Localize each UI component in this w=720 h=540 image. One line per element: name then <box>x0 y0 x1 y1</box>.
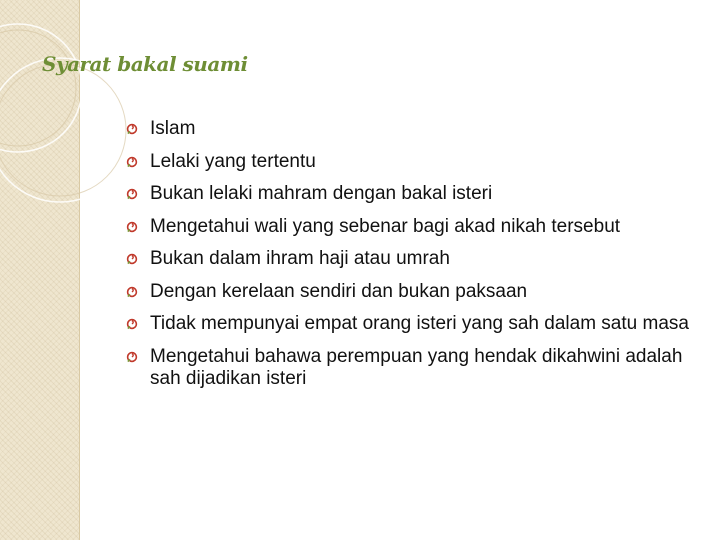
list-item <box>126 183 706 206</box>
swirl-bullet-icon <box>126 156 138 168</box>
list-item-text: Bukan lelaki mahram dengan bakal isteri <box>150 183 493 204</box>
slide-title: Syarat bakal suami <box>42 52 248 76</box>
list-item-text: Mengetahui bahawa perempuan yang hendak dikahwini adalah sah dijadikan isteri <box>150 345 683 389</box>
decorative-side-panel <box>0 0 80 540</box>
list-item-text: Mengetahui wali yang sebenar bagi akad nikah tersebut <box>150 215 621 237</box>
list-item <box>126 313 706 336</box>
list-item-text: Lelaki yang tertentu <box>150 150 316 172</box>
swirl-bullet-icon <box>126 318 138 330</box>
swirl-bullet-icon <box>126 351 138 363</box>
list-item-text: Tidak mempunyai empat orang isteri yang sah dalam satu masa <box>150 313 689 334</box>
list-item <box>126 281 706 304</box>
list-item <box>126 248 706 271</box>
swirl-bullet-icon <box>126 221 138 233</box>
list-item <box>126 216 706 239</box>
list-item <box>126 118 706 141</box>
list-item-text: Islam <box>150 118 196 139</box>
swirl-bullet-icon <box>126 123 138 135</box>
swirl-bullet-icon <box>126 253 138 265</box>
list-item-text: Bukan dalam ihram haji atau umrah <box>150 248 450 269</box>
bullet-list <box>126 118 706 401</box>
list-item <box>126 151 706 174</box>
swirl-bullet-icon <box>126 188 138 200</box>
swirl-bullet-icon <box>126 286 138 298</box>
list-item <box>126 346 706 391</box>
list-item-text: Dengan kerelaan sendiri dan bukan paksaan <box>150 280 528 302</box>
